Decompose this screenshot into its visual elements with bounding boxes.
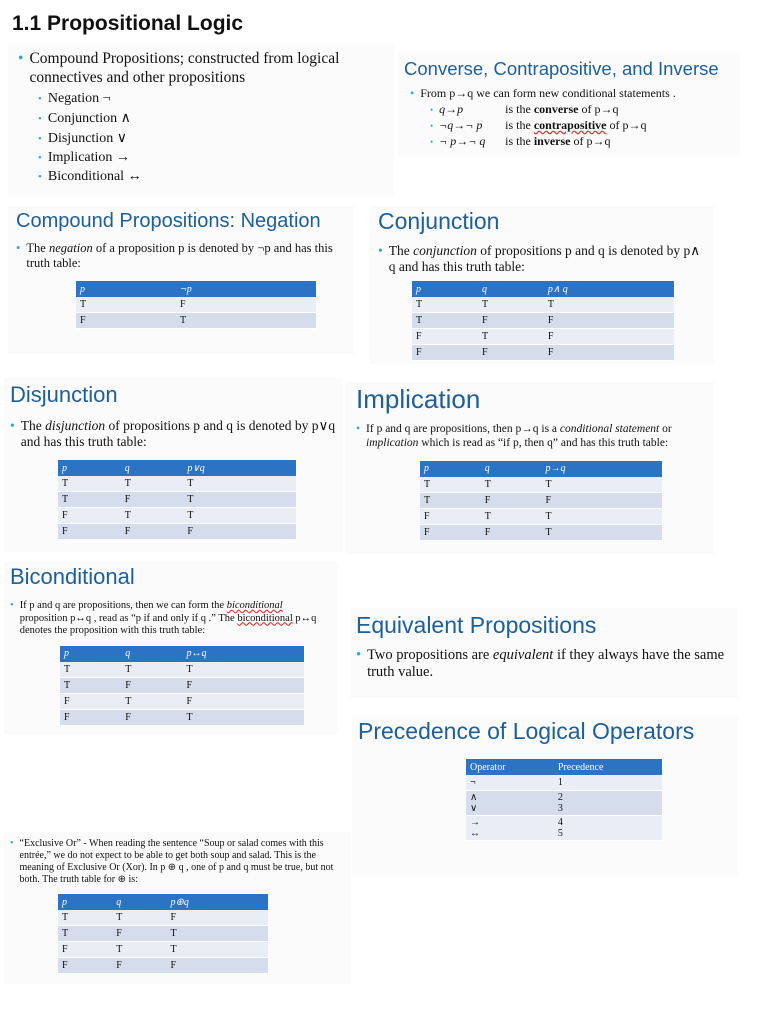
- converse-term: contrapositive: [533, 118, 607, 132]
- table-row: [412, 313, 674, 329]
- table-cell: T: [121, 476, 184, 492]
- table-row: [58, 476, 296, 492]
- table-cell: F: [112, 958, 166, 974]
- table-cell: T: [121, 508, 184, 524]
- table-cell: T: [58, 476, 121, 492]
- table-row: [412, 297, 674, 313]
- negation-desc: [16, 241, 346, 271]
- table-cell: T: [60, 662, 121, 678]
- equivalent-panel: [350, 608, 738, 698]
- converse-lead: [410, 86, 734, 101]
- table-cell: 4 5: [554, 816, 662, 841]
- conjunction-term: conjunction: [413, 243, 477, 258]
- table-row: [58, 910, 268, 926]
- converse-pre: is the: [505, 134, 534, 148]
- table-cell: T: [182, 662, 304, 678]
- table-cell: F: [58, 524, 121, 540]
- converse-expr: ¬q→¬ p: [439, 118, 483, 132]
- biconditional-term2: biconditional: [237, 612, 293, 624]
- table-cell: F: [60, 693, 121, 709]
- converse-panel: [398, 52, 740, 156]
- table-row: [466, 816, 662, 841]
- equivalent-title: Equivalent Propositions: [356, 612, 597, 638]
- table-cell: F: [412, 345, 478, 361]
- converse-expr: q→p: [439, 102, 464, 116]
- table-header-row: [60, 646, 304, 662]
- precedence-title: Precedence of Logical Operators: [358, 718, 695, 744]
- table-cell: F: [412, 329, 478, 345]
- table-cell: F: [481, 492, 542, 508]
- table-header-cell: p⊕q: [167, 894, 269, 910]
- intro-bullet: [18, 50, 384, 87]
- converse-item: [430, 102, 734, 117]
- table-cell: F: [182, 693, 304, 709]
- converse-item: [430, 118, 734, 133]
- intro-panel: [8, 44, 394, 196]
- negation-truth-table: [76, 281, 316, 329]
- bullet-icon: •: [10, 838, 14, 849]
- table-cell: T: [420, 492, 481, 508]
- equivalent-text-a: Two propositions are: [367, 647, 493, 663]
- disjunction-desc: [10, 418, 336, 450]
- intro-item-label: Negation ¬: [47, 91, 111, 107]
- table-header-cell: p: [60, 646, 121, 662]
- bullet-icon: •: [410, 86, 415, 100]
- biconditional-text-a: If p and q are propositions, then we can form the: [19, 600, 227, 611]
- table-cell: F: [121, 492, 184, 508]
- table-row: [58, 508, 296, 524]
- equivalent-desc: [356, 647, 732, 682]
- table-cell: F: [76, 313, 176, 329]
- table-row: [466, 791, 662, 816]
- table-cell: F: [420, 524, 481, 540]
- implication-desc: [356, 423, 704, 451]
- table-row: [60, 662, 304, 678]
- bullet-icon: •: [10, 418, 15, 433]
- table-cell: F: [183, 524, 296, 540]
- table-header-cell: q: [481, 461, 542, 477]
- table-row: [466, 775, 662, 791]
- bullet-icon: •: [378, 243, 383, 258]
- table-cell: T: [478, 329, 544, 345]
- table-cell: T: [481, 477, 542, 493]
- table-row: [58, 492, 296, 508]
- table-cell: T: [58, 910, 112, 926]
- biconditional-title: Biconditional: [10, 564, 135, 589]
- conjunction-title: Conjunction: [378, 208, 500, 234]
- table-cell: ¬: [466, 775, 554, 791]
- table-cell: F: [121, 524, 184, 540]
- biconditional-panel: [4, 562, 338, 734]
- intro-item: [38, 150, 384, 166]
- table-header-row: [76, 281, 316, 297]
- precedence-table: [466, 759, 662, 841]
- converse-expr: ¬ p→¬ q: [439, 134, 486, 148]
- converse-post: of p→q: [570, 134, 611, 148]
- xor-truth-table: [58, 894, 268, 974]
- table-row: [76, 297, 316, 313]
- table-header-cell: ¬p: [176, 281, 316, 297]
- converse-list: [430, 102, 734, 149]
- table-row: [420, 492, 662, 508]
- table-cell: T: [541, 477, 662, 493]
- table-row: [412, 329, 674, 345]
- negation-panel: [8, 206, 354, 354]
- table-header-cell: p: [58, 894, 112, 910]
- table-cell: F: [481, 524, 542, 540]
- table-header-cell: q: [112, 894, 166, 910]
- converse-term: converse: [533, 102, 579, 116]
- table-header-cell: p∧ q: [544, 281, 674, 297]
- bullet-icon: •: [430, 120, 434, 131]
- bullet-icon: •: [430, 136, 434, 147]
- intro-item-label: Biconditional ↔: [47, 169, 142, 185]
- table-row: [58, 524, 296, 540]
- negation-text-a: The: [26, 241, 49, 255]
- bullet-icon: •: [38, 152, 42, 165]
- table-cell: T: [112, 942, 166, 958]
- table-cell: T: [478, 297, 544, 313]
- table-row: [58, 958, 268, 974]
- table-cell: T: [183, 492, 296, 508]
- table-header-cell: q: [121, 646, 182, 662]
- conjunction-text-b: of propositions p and q is denoted by p∧ q and has this truth table:: [388, 243, 701, 275]
- precedence-panel: [352, 716, 738, 876]
- table-cell: F: [176, 297, 316, 313]
- intro-item-label: Disjunction ∨: [47, 131, 127, 147]
- table-cell: T: [121, 662, 182, 678]
- table-cell: T: [541, 508, 662, 524]
- table-header-row: [466, 759, 662, 775]
- disjunction-term: disjunction: [45, 418, 106, 433]
- table-cell: T: [541, 524, 662, 540]
- implication-text-b: or: [659, 423, 672, 435]
- converse-term: inverse: [533, 134, 571, 148]
- table-cell: T: [183, 476, 296, 492]
- equivalent-term: equivalent: [492, 647, 554, 663]
- table-cell: F: [541, 492, 662, 508]
- conjunction-text-a: The: [388, 243, 414, 258]
- table-cell: F: [58, 508, 121, 524]
- table-header-cell: p↔q: [182, 646, 304, 662]
- table-cell: T: [182, 709, 304, 725]
- intro-list: [38, 91, 384, 185]
- table-cell: F: [58, 958, 112, 974]
- table-cell: T: [412, 313, 478, 329]
- biconditional-term: biconditional: [226, 600, 283, 611]
- table-cell: T: [176, 313, 316, 329]
- bullet-icon: •: [430, 104, 434, 115]
- biconditional-desc: [10, 600, 332, 638]
- table-cell: F: [420, 508, 481, 524]
- table-cell: T: [58, 492, 121, 508]
- table-row: [420, 524, 662, 540]
- table-row: [412, 345, 674, 361]
- converse-post: of p→q: [606, 118, 647, 132]
- negation-term: negation: [48, 241, 93, 255]
- bullet-icon: •: [38, 171, 42, 184]
- intro-item-label: Conjunction ∧: [47, 111, 131, 127]
- implication-text-c: which is read as “if p, then q” and has this truth table:: [418, 436, 669, 449]
- table-cell: F: [121, 709, 182, 725]
- table-row: [60, 693, 304, 709]
- xor-panel: [4, 832, 350, 984]
- table-cell: F: [121, 677, 182, 693]
- conjunction-panel: [370, 206, 714, 364]
- converse-item: [430, 134, 734, 149]
- bullet-icon: •: [10, 600, 14, 611]
- table-header-cell: q: [121, 460, 184, 476]
- table-cell: T: [544, 297, 674, 313]
- table-row: [420, 477, 662, 493]
- table-cell: 1: [554, 775, 662, 791]
- converse-post: of p→q: [578, 102, 619, 116]
- bullet-icon: •: [356, 423, 361, 435]
- table-cell: T: [167, 926, 269, 942]
- table-cell: T: [481, 508, 542, 524]
- equivalent-text-b: if they always have the same truth value.: [367, 647, 725, 681]
- converse-pre: is the: [505, 118, 534, 132]
- table-cell: F: [544, 329, 674, 345]
- table-cell: F: [544, 313, 674, 329]
- table-cell: T: [167, 942, 269, 958]
- biconditional-truth-table: [60, 646, 304, 726]
- disjunction-title: Disjunction: [10, 382, 118, 407]
- disjunction-truth-table: [58, 460, 296, 540]
- table-header-cell: p→q: [541, 461, 662, 477]
- intro-item: [38, 110, 384, 127]
- table-cell: F: [478, 313, 544, 329]
- table-cell: F: [182, 677, 304, 693]
- table-header-cell: Operator: [466, 759, 554, 775]
- table-row: [76, 313, 316, 329]
- table-row: [58, 942, 268, 958]
- converse-pre: is the: [505, 102, 534, 116]
- table-cell: F: [167, 958, 269, 974]
- disjunction-text-b: of propositions p and q is denoted by p∨q and has this truth table:: [20, 418, 336, 450]
- bullet-icon: •: [18, 50, 24, 67]
- table-cell: F: [478, 345, 544, 361]
- bullet-icon: •: [356, 647, 362, 663]
- table-row: [420, 508, 662, 524]
- table-header-cell: q: [478, 281, 544, 297]
- implication-truth-table: [420, 461, 662, 541]
- bullet-icon: •: [38, 132, 42, 145]
- intro-item-label: Implication →: [47, 150, 130, 166]
- xor-text: “Exclusive Or” - When reading the sentence “Soup or salad comes with this entrée,” we do not expect to be able to get both soup and salad. This is the meaning of Exclusive Or (Xor). In p ⊕ q , one of p and q must be true, but not both. The truth table for ⊕ is:: [19, 838, 334, 885]
- negation-text-b: of a proposition p is denoted by ¬p and has this truth table:: [26, 241, 333, 270]
- table-cell: F: [58, 942, 112, 958]
- table-cell: F: [167, 910, 269, 926]
- intro-item: [38, 169, 384, 185]
- bullet-icon: •: [38, 93, 42, 106]
- table-header-cell: p: [58, 460, 121, 476]
- table-cell: → ↔: [466, 816, 554, 841]
- intro-item: [38, 91, 384, 107]
- table-cell: T: [420, 477, 481, 493]
- table-header-row: [58, 460, 296, 476]
- table-header-cell: p: [412, 281, 478, 297]
- disjunction-text-a: The: [20, 418, 46, 433]
- table-row: [58, 926, 268, 942]
- bullet-icon: •: [16, 241, 21, 255]
- conjunction-truth-table: [412, 281, 674, 361]
- table-cell: 2 3: [554, 791, 662, 816]
- biconditional-text-b: proposition p↔q , read as “p if and only if q .” The: [19, 612, 238, 624]
- xor-desc: [10, 838, 344, 886]
- table-header-row: [412, 281, 674, 297]
- implication-panel: [346, 382, 714, 554]
- table-header-cell: p: [76, 281, 176, 297]
- bullet-icon: •: [38, 112, 42, 125]
- table-row: [60, 677, 304, 693]
- table-cell: T: [183, 508, 296, 524]
- implication-title: Implication: [356, 384, 481, 414]
- page-title: 1.1 Propositional Logic: [12, 12, 244, 35]
- table-cell: ∧ ∨: [466, 791, 554, 816]
- implication-text-a: If p and q are propositions, then p→q is a: [366, 423, 560, 435]
- table-cell: T: [58, 926, 112, 942]
- table-cell: F: [112, 926, 166, 942]
- table-cell: T: [121, 693, 182, 709]
- table-cell: F: [544, 345, 674, 361]
- converse-lead-text: From p→q we can form new conditional statements .: [420, 86, 676, 100]
- implication-term: conditional statement: [559, 423, 660, 435]
- table-cell: T: [112, 910, 166, 926]
- negation-title: Compound Propositions: Negation: [16, 210, 321, 232]
- conjunction-desc: [378, 243, 706, 275]
- table-header-row: [420, 461, 662, 477]
- disjunction-panel: [4, 378, 342, 552]
- table-cell: F: [60, 709, 121, 725]
- table-header-cell: p: [420, 461, 481, 477]
- table-header-cell: Precedence: [554, 759, 662, 775]
- table-cell: T: [76, 297, 176, 313]
- table-cell: T: [60, 677, 121, 693]
- converse-title: Converse, Contrapositive, and Inverse: [404, 58, 719, 79]
- table-row: [60, 709, 304, 725]
- biconditional-text-c: p↔q denotes the proposition with this truth table:: [19, 612, 317, 637]
- implication-term2: implication: [366, 436, 419, 449]
- intro-text: Compound Propositions; constructed from logical connectives and other propositions: [29, 50, 340, 86]
- table-header-row: [58, 894, 268, 910]
- intro-item: [38, 130, 384, 147]
- table-cell: T: [412, 297, 478, 313]
- table-header-cell: p∨q: [183, 460, 296, 476]
